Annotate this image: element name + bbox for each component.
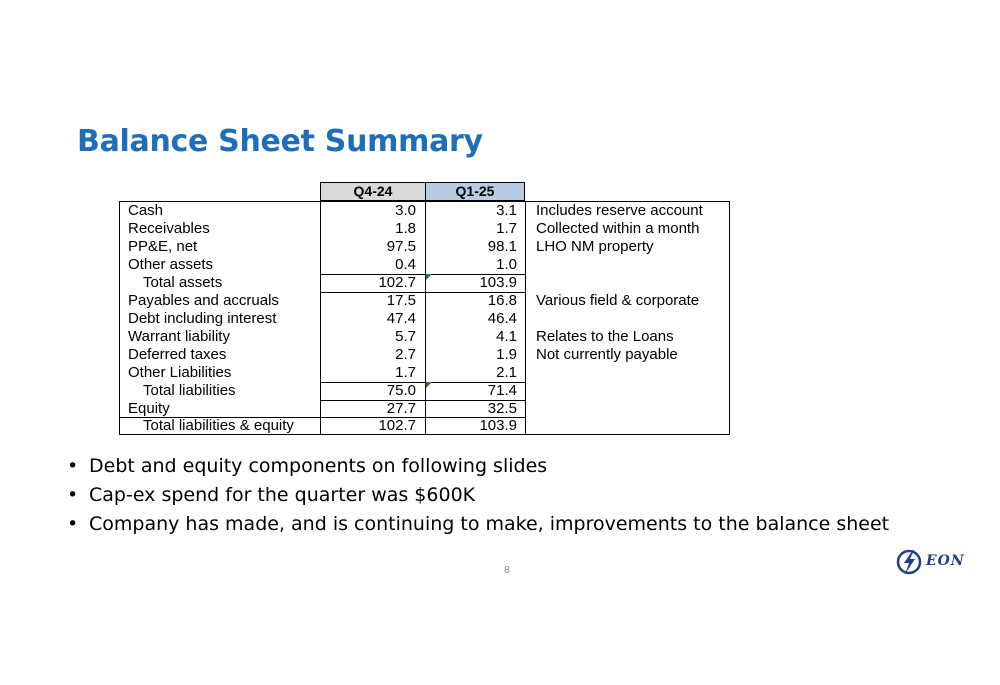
table-row-total	[120, 382, 729, 400]
value-q4-24: 1.8	[395, 220, 416, 237]
bullet-item	[67, 510, 889, 539]
table-row	[120, 238, 729, 256]
value-q4-24: 47.4	[386, 310, 416, 327]
value-q4-24: 102.7	[378, 417, 416, 434]
row-label: Total assets	[143, 274, 223, 291]
value-q4-24: 1.7	[395, 364, 416, 381]
value-q1-25: 1.0	[496, 256, 517, 273]
row-note: Collected within a month	[536, 220, 700, 237]
table-row	[120, 346, 729, 364]
value-q1-25: 46.4	[487, 310, 517, 327]
column-header-q1-25: Q1-25	[425, 182, 525, 201]
bullet-list	[67, 452, 889, 539]
row-label: Warrant liability	[128, 328, 230, 345]
row-note: Includes reserve account	[536, 202, 703, 219]
row-label: Deferred taxes	[128, 346, 227, 363]
value-q1-25: 3.1	[496, 202, 517, 219]
value-q1-25: 2.1	[496, 364, 517, 381]
row-label: Debt including interest	[128, 310, 277, 327]
value-q4-24: 0.4	[395, 256, 416, 273]
table-row	[120, 292, 729, 310]
table-row	[120, 400, 729, 418]
row-label: Other Liabilities	[128, 364, 232, 381]
comment-marker-icon	[426, 382, 432, 388]
value-q1-25: 103.9	[479, 274, 517, 291]
value-q4-24: 3.0	[395, 202, 416, 219]
comment-marker-icon	[426, 274, 432, 280]
row-note: Various field & corporate	[536, 292, 700, 309]
row-label: Equity	[128, 400, 170, 417]
value-q1-25: 1.7	[496, 220, 517, 237]
value-q1-25: 16.8	[487, 292, 517, 309]
bullet-text: Cap-ex spend for the quarter was $600K	[89, 484, 476, 506]
bullet-dot-icon: •	[67, 484, 79, 506]
value-q1-25: 32.5	[487, 400, 517, 417]
value-q1-25: 98.1	[487, 238, 517, 255]
row-label: PP&E, net	[128, 238, 198, 255]
row-note: Relates to the Loans	[536, 328, 674, 345]
row-label: Payables and accruals	[128, 292, 279, 309]
value-q1-25: 71.4	[487, 382, 517, 399]
value-q4-24: 17.5	[386, 292, 416, 309]
row-label: Total liabilities	[143, 382, 236, 399]
bullet-dot-icon: •	[67, 455, 79, 477]
value-q1-25: 103.9	[479, 417, 517, 434]
row-label: Cash	[128, 202, 164, 219]
table-row	[120, 220, 729, 238]
table-row	[120, 256, 729, 274]
table-row-total	[120, 274, 729, 292]
row-label: Receivables	[128, 220, 210, 237]
row-note: LHO NM property	[536, 238, 654, 255]
value-q4-24: 27.7	[386, 400, 416, 417]
table-row	[120, 364, 729, 382]
table-row-total	[120, 417, 729, 435]
column-header-q4-24: Q4-24	[320, 182, 426, 201]
bullet-text: Debt and equity components on following slides	[89, 455, 548, 477]
table-row	[120, 328, 729, 346]
table-row	[120, 310, 729, 328]
row-note: Not currently payable	[536, 346, 678, 363]
bullet-item	[67, 481, 889, 510]
row-label: Other assets	[128, 256, 214, 273]
value-q4-24: 5.7	[395, 328, 416, 345]
balance-sheet-table	[119, 201, 730, 435]
value-q1-25: 4.1	[496, 328, 517, 345]
lightning-bolt-icon	[904, 550, 915, 574]
bullet-item	[67, 452, 889, 481]
row-label: Total liabilities & equity	[143, 417, 294, 434]
value-q4-24: 102.7	[378, 274, 416, 291]
value-q1-25: 1.9	[496, 346, 517, 363]
logo-wordmark: EON	[926, 553, 965, 569]
bullet-text: Company has made, and is continuing to make, improvements to the balance sheet	[89, 513, 890, 535]
bullet-dot-icon: •	[67, 513, 79, 535]
page-number: 8	[504, 565, 510, 576]
value-q4-24: 97.5	[386, 238, 416, 255]
table-row	[120, 202, 729, 220]
slide-title: Balance Sheet Summary	[77, 124, 483, 159]
value-q4-24: 75.0	[386, 382, 416, 399]
value-q4-24: 2.7	[395, 346, 416, 363]
